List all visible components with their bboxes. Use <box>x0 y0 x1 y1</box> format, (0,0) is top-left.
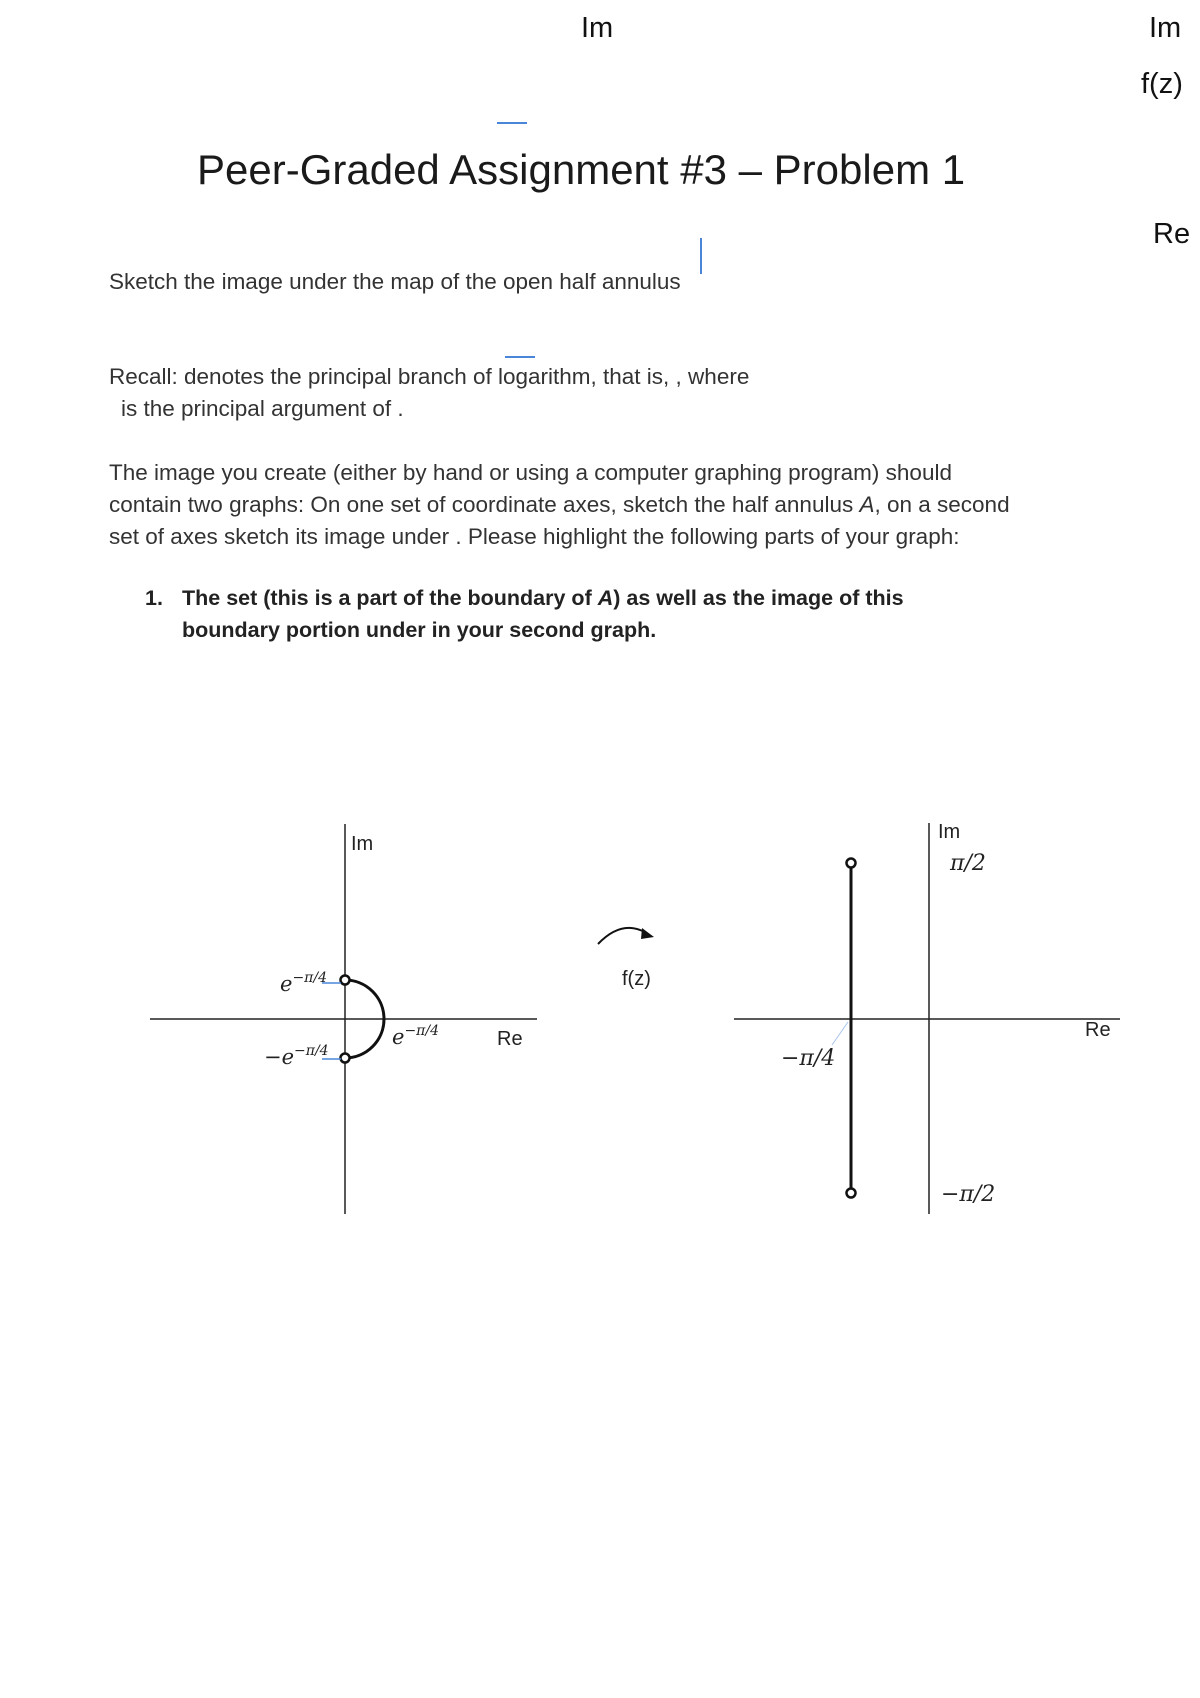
variable-a: A <box>859 492 875 517</box>
sketch-paragraph: Sketch the image under the map of the open half annulus <box>109 269 681 294</box>
recall-line-1: Recall: denotes the principal branch of logarithm, that is, , where <box>109 364 750 389</box>
lower-open-point <box>341 1054 350 1063</box>
right-graph <box>734 821 1120 1214</box>
label-exponent: −π/4 <box>294 1043 329 1059</box>
arrow-fz-label: f(z) <box>622 968 651 990</box>
right-re-label: Re <box>1085 1019 1111 1041</box>
label-exponent: −π/4 <box>404 1023 439 1039</box>
stray-im-label-center: Im <box>581 12 614 44</box>
stray-im-label-right: Im <box>1149 12 1182 44</box>
text-fragment: , on a second <box>874 492 1010 517</box>
neg-pi-over-2-label: −π/2 <box>941 1182 996 1207</box>
segment-bottom-open-point <box>847 1189 856 1198</box>
stray-re-label: Re <box>1153 218 1191 250</box>
left-re-label: Re <box>497 1028 523 1050</box>
left-graph <box>150 824 537 1214</box>
text-fragment: ) as well as the image of this <box>613 586 904 610</box>
image-paragraph-line-1: The image you create (either by hand or using a computer graphing program) should <box>109 460 952 485</box>
label-base: e <box>280 972 293 996</box>
upper-point-label <box>280 970 327 996</box>
list-number: 1. <box>145 586 163 610</box>
lower-point-label <box>264 1043 329 1069</box>
right-im-label: Im <box>938 821 961 843</box>
neg-pi-over-4-label: −π/4 <box>781 1046 836 1071</box>
label-exponent: −π/4 <box>292 970 327 986</box>
segment-top-open-point <box>847 859 856 868</box>
arc-radius-label <box>392 1023 439 1049</box>
arrow-curve <box>598 928 648 944</box>
upper-open-point <box>341 976 350 985</box>
page-title: Peer-Graded Assignment #3 – Problem 1 <box>197 146 966 193</box>
pi-over-2-label: π/2 <box>950 851 986 876</box>
variable-a: A <box>597 586 614 610</box>
label-base: e <box>392 1025 405 1049</box>
text-fragment: The set (this is a part of the boundary of <box>182 586 598 610</box>
stray-fz-label: f(z) <box>1141 68 1183 100</box>
list-item-line-2: boundary portion under in your second graph. <box>182 618 657 642</box>
image-paragraph-line-3: set of axes sketch its image under . Please highlight the following parts of your graph: <box>109 524 960 549</box>
arrow-head <box>641 928 654 939</box>
label-base: −e <box>264 1045 295 1069</box>
text-fragment: contain two graphs: On one set of coordinate axes, sketch the half annulus <box>109 492 860 517</box>
selection-mark <box>832 1022 848 1045</box>
mapping-arrow <box>598 928 654 990</box>
left-im-label: Im <box>351 833 374 855</box>
recall-line-2: is the principal argument of . <box>121 396 404 421</box>
